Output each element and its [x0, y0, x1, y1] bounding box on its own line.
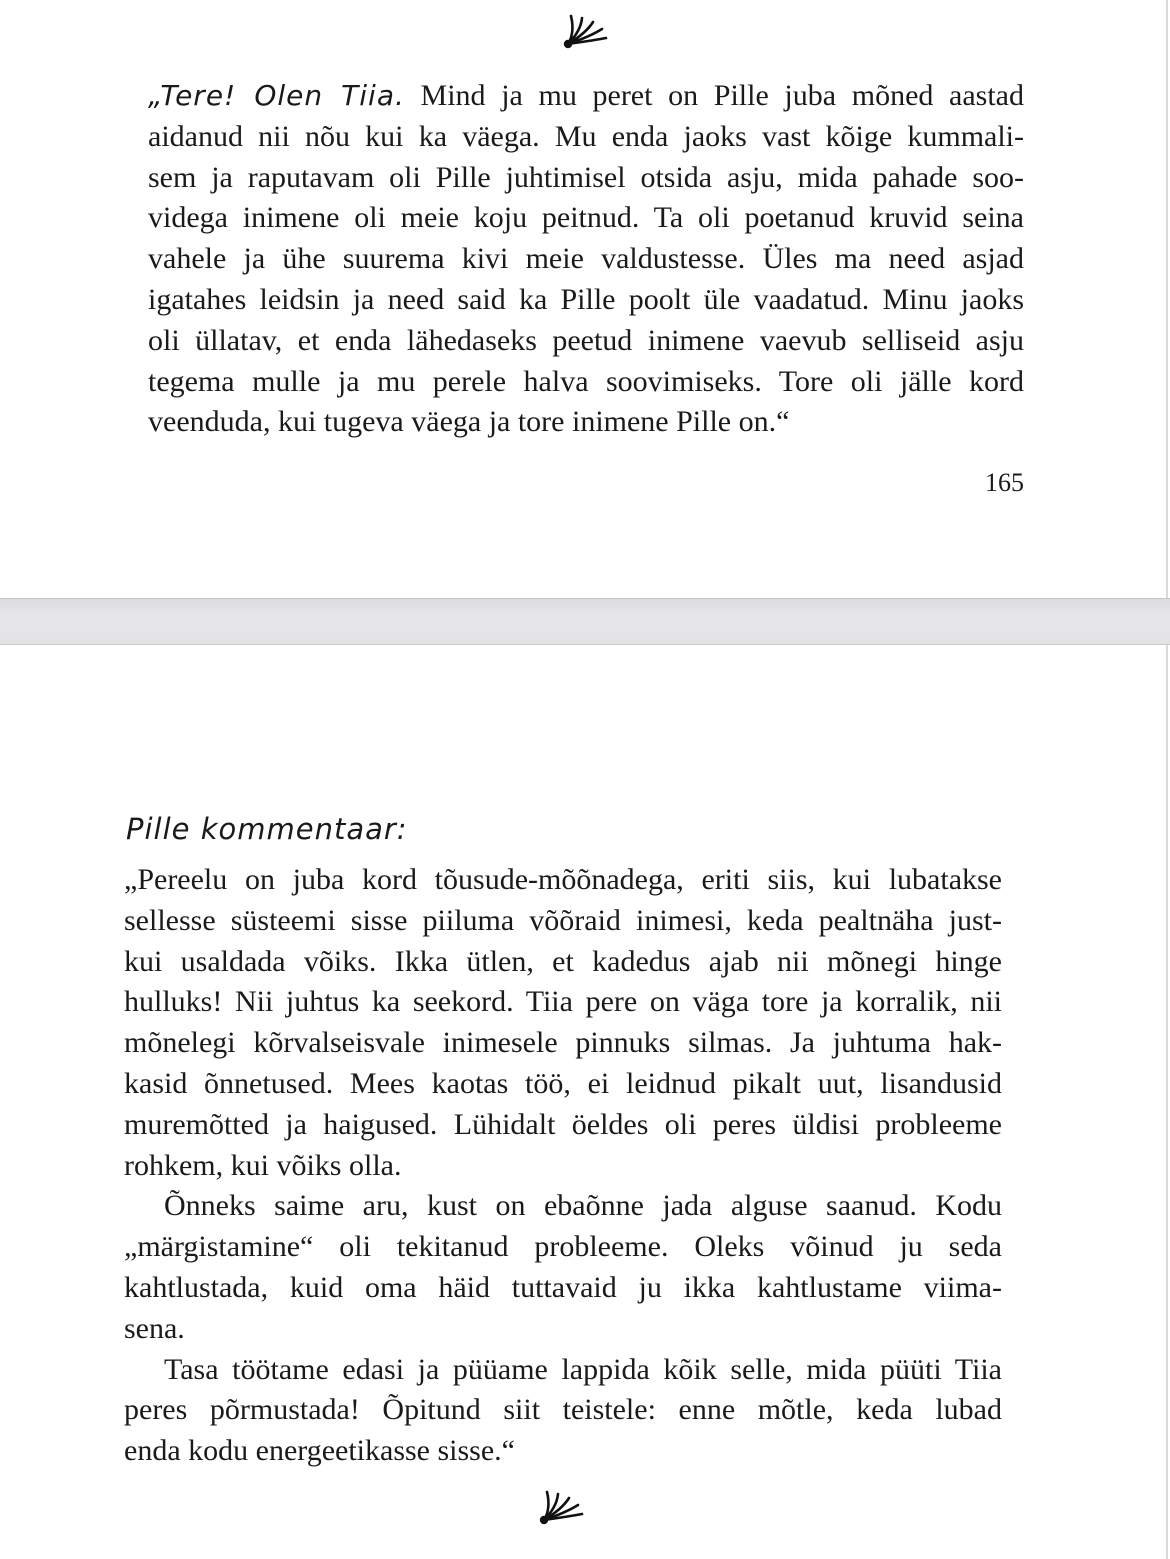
text-line-rest: Mind ja mu peret on Pille juba mõned aastad — [420, 79, 1024, 112]
text-line: peres põrmustada! Õpitund siit teistele: enne mõtle, keda lubad — [124, 1393, 1002, 1427]
text-line: mõnelegi kõrvalseisvale inimesele pinnuks silmas. Ja juhtuma hak- — [124, 1026, 1002, 1060]
text-line: „Pereelu on juba kord tõusude-mõõnadega, eriti siis, kui lubatakse — [124, 863, 1002, 896]
text-line: Tasa töötame edasi ja püüame lappida kõik selle, mida püüti Tiia — [164, 1352, 1002, 1386]
text-line: kahtlustada, kuid oma häid tuttavaid ju ikka kahtlustame viima- — [124, 1270, 1002, 1304]
book-page-top — [0, 0, 1168, 598]
text-line: sellesse süsteemi sisse piiluma võõraid inimesi, keda pealtnäha just- — [124, 903, 1002, 937]
comment-heading: Pille kommentaar: — [126, 812, 408, 846]
text-line: aidanud nii nõu kui ka väega. Mu enda jaoks vast kõige kummali- — [148, 119, 1024, 153]
leaf-sprig-icon — [538, 1486, 586, 1526]
text-line: kasid õnnetused. Mees kaotas töö, ei leidnud pikalt uut, lisandusid — [124, 1066, 1002, 1100]
testimonial-text — [148, 76, 1024, 443]
text-line: „märgistamine“ oli tekitanud probleeme. Oleks võinud ju seda — [124, 1230, 1002, 1264]
text-line: enda kodu energeetikasse sisse.“ — [124, 1434, 515, 1468]
page-separator — [0, 598, 1170, 645]
text-line: sena. — [124, 1311, 185, 1345]
leaf-sprig-icon — [562, 10, 610, 50]
comment-text — [124, 860, 1002, 1472]
text-line: hulluks! Nii juhtus ka seekord. Tiia pere on väga tore ja korralik, nii — [124, 985, 1002, 1019]
text-line: Õnneks saime aru, kust on ebaõnne jada alguse saanud. Kodu — [164, 1189, 1002, 1223]
text-line: kui usaldada võiks. Ikka ütlen, et kadedus ajab nii mõnegi hinge — [124, 944, 1002, 978]
text-line: igatahes leidsin ja need said ka Pille poolt üle vaadatud. Minu jaoks — [148, 282, 1024, 316]
text-line: videga inimene oli meie koju peitnud. Ta oli poetanud kruvid seina — [148, 201, 1024, 235]
page-number: 165 — [985, 468, 1024, 497]
text-line: tegema mulle ja mu perele halva soovimiseks. Tore oli jälle kord — [148, 364, 1024, 398]
text-line: muremõtted ja haigused. Lühidalt öeldes oli peres üldisi probleeme — [124, 1107, 1002, 1141]
handwritten-greeting: „Tere! Olen Tiia. — [148, 79, 405, 112]
text-line: veenduda, kui tugeva väega ja tore inimene Pille on.“ — [148, 405, 790, 439]
text-line: rohkem, kui võiks olla. — [124, 1148, 402, 1182]
text-line: vahele ja ühe suurema kivi meie valdustesse. Üles ma need asjad — [148, 242, 1024, 276]
text-line — [148, 76, 1024, 117]
text-line: sem ja raputavam oli Pille juhtimisel otsida asju, mida pahade soo- — [148, 160, 1024, 194]
text-line: oli üllatav, et enda lähedaseks peetud inimene vaevub selliseid asju — [148, 323, 1024, 357]
